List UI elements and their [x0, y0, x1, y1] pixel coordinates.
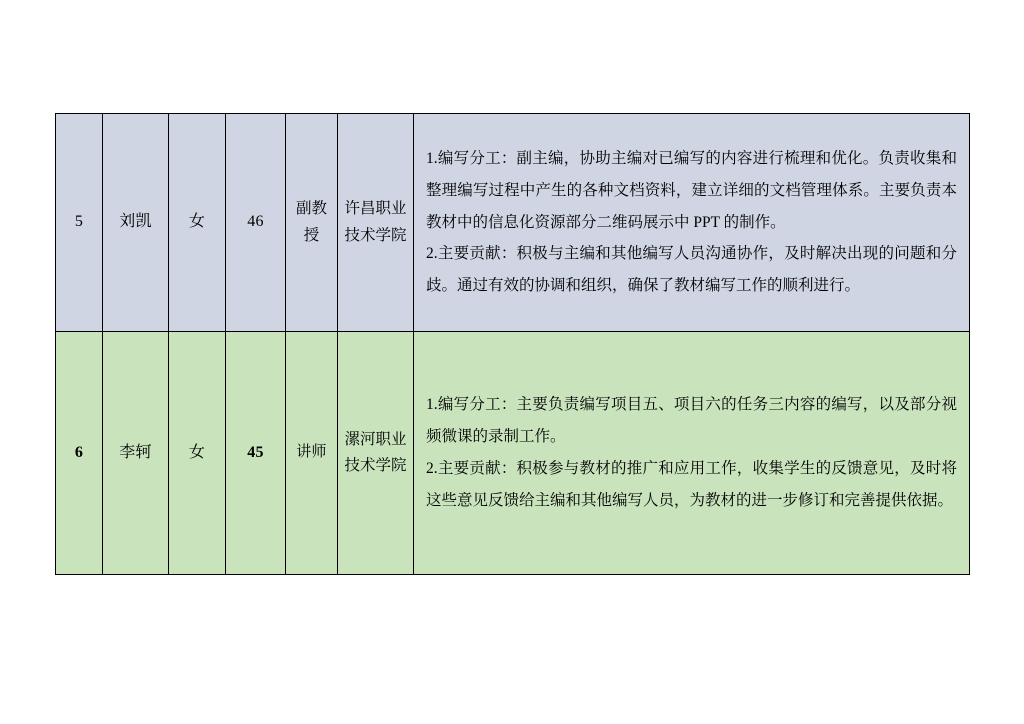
cell-index: 5	[56, 114, 103, 332]
cell-org-line: 漯河职业	[344, 430, 407, 448]
description-paragraph: 2.主要贡献：积极参与教材的推广和应用工作，收集学生的反馈意见，及时将这些意见反馈给主编和其他编写人员，为教材的进一步修订和完善提供依据。	[426, 460, 957, 509]
cell-org	[338, 114, 414, 332]
cell-description	[414, 332, 970, 575]
cell-org	[338, 332, 414, 575]
cell-name: 李轲	[103, 332, 169, 575]
description-paragraph: 1.编写分工：副主编，协助主编对已编写的内容进行梳理和优化。负责收集和整理编写过程中产生的各种文档资料，建立详细的文档管理体系。主要负责本教材中的信息化资源部分二维码展示中 PPT 的制作。	[426, 150, 957, 231]
cell-index: 6	[56, 332, 103, 575]
contributors-table	[55, 113, 970, 575]
cell-org-line: 技术学院	[344, 226, 407, 244]
cell-description	[414, 114, 970, 332]
description-paragraph: 1.编写分工：主要负责编写项目五、项目六的任务三内容的编写，以及部分视频微课的录制工作。	[426, 396, 957, 446]
cell-age: 45	[226, 332, 286, 575]
cell-title-line: 授	[303, 226, 320, 244]
cell-title: 讲师	[286, 332, 338, 575]
cell-age: 46	[226, 114, 286, 332]
cell-sex: 女	[169, 114, 226, 332]
table-row	[56, 114, 970, 332]
cell-title-line: 副教	[295, 200, 327, 218]
cell-org-line: 技术学院	[344, 457, 407, 474]
cell-name: 刘凯	[103, 114, 169, 332]
cell-sex: 女	[169, 332, 226, 575]
table-row	[56, 332, 970, 575]
cell-org-line: 许昌职业	[344, 200, 407, 218]
cell-title	[286, 114, 338, 332]
description-paragraph: 2.主要贡献：积极与主编和其他编写人员沟通协作，及时解决出现的问题和分歧。通过有效的协调和组织，确保了教材编写工作的顺利进行。	[426, 245, 957, 295]
